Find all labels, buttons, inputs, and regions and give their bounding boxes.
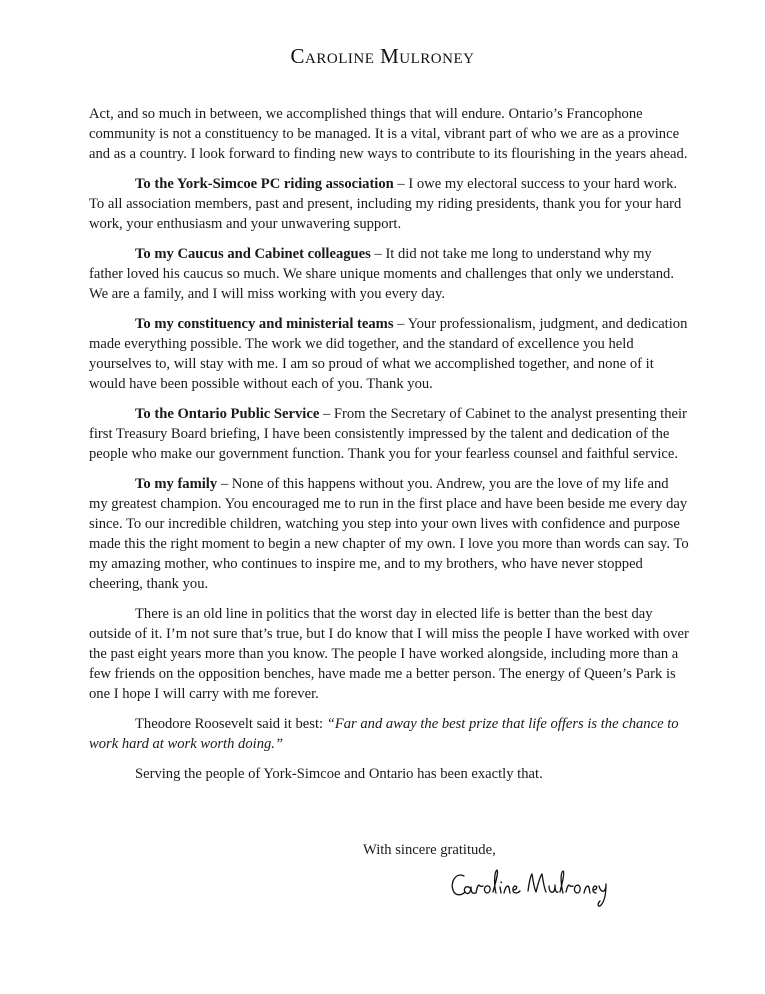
paragraph-dash: – <box>217 476 232 492</box>
roosevelt-quote: “Far and away the best prize that life offers is the chance to work hard at work worth doing.” <box>89 716 679 752</box>
quote-intro: Theodore Roosevelt said it best: <box>135 716 327 732</box>
paragraph-lead: To my constituency and ministerial teams <box>135 316 394 332</box>
paragraph-dash: – <box>393 316 408 332</box>
letter-body <box>89 104 689 794</box>
paragraph-lead: To my family <box>135 476 218 492</box>
paragraph-riding-association <box>89 174 689 234</box>
paragraph-text: I owe my electoral success to your hard work. To all association members, past and present, including my riding presidents, thank you for your hard work, your enthusiasm and your unwavering support. <box>89 176 682 232</box>
paragraph-text: There is an old line in politics that the worst day in elected life is better than the best day outside of it. I’m not sure that’s true, but I do know that I will miss the people I have worked with over the past eight years more than you know. The people I have worked alongside, including more than a few friends on the opposition benches, have made me a better person. The energy of Queen’s Park is one I hope I will carry with me forever. <box>89 606 689 702</box>
handwritten-signature <box>448 862 618 910</box>
paragraph-text: Serving the people of York-Simcoe and Ontario has been exactly that. <box>135 766 543 782</box>
paragraph-text: None of this happens without you. Andrew, you are the love of my life and my greatest champion. You encouraged me to run in the first place and have been beside me every day since. To our incredible children, watching you step into your own lives with confidence and purpose made this the right moment to begin a new chapter of my own. I love you more than words can say. To my amazing mother, who continues to inspire me, and to my brothers, who have never stopped cheering, thank you. <box>89 476 689 592</box>
paragraph-caucus <box>89 244 689 304</box>
paragraph-text: Act, and so much in between, we accomplished things that will endure. Ontario’s Francophone community is not a constituency to be managed. It is a vital, vibrant part of who we are as a province and as a country. I look forward to finding new ways to contribute to its flourishing in the years ahead. <box>89 106 688 162</box>
paragraph-roosevelt-quote <box>89 714 689 754</box>
paragraph-lead: To the York-Simcoe PC riding association <box>135 176 394 192</box>
paragraph-lead: To the Ontario Public Service <box>135 406 320 422</box>
paragraph-text: It did not take me long to understand why my father loved his caucus so much. We share unique moments and challenges that only we understand. We are a family, and I will miss working with you every day. <box>89 246 674 302</box>
signature-image <box>448 862 618 910</box>
paragraph-teams <box>89 314 689 394</box>
paragraph-francophone <box>89 104 689 164</box>
paragraph-text: From the Secretary of Cabinet to the analyst presenting their first Treasury Board briefing, I have been consistently impressed by the talent and dedication of the people who make our government function. Thank you for your fearless counsel and faithful service. <box>89 406 687 462</box>
paragraph-politics <box>89 604 689 704</box>
paragraph-dash: – <box>393 176 409 192</box>
paragraph-dash: – <box>319 406 334 422</box>
closing-line: With sincere gratitude, <box>363 842 496 858</box>
paragraph-dash: – <box>370 246 386 262</box>
paragraph-final <box>89 764 689 784</box>
letterhead-name: Caroline Mulroney <box>290 44 475 68</box>
paragraph-lead: To my Caucus and Cabinet colleagues <box>135 246 371 262</box>
paragraph-public-service <box>89 404 689 464</box>
paragraph-family <box>89 474 689 594</box>
paragraph-text: Your professionalism, judgment, and dedication made everything possible. The work we did together, and the standard of excellence you held yourselves to, will stay with me. I am so proud of what we accomplished together, and none of it would have been possible without each of you. Thank you. <box>89 316 688 392</box>
